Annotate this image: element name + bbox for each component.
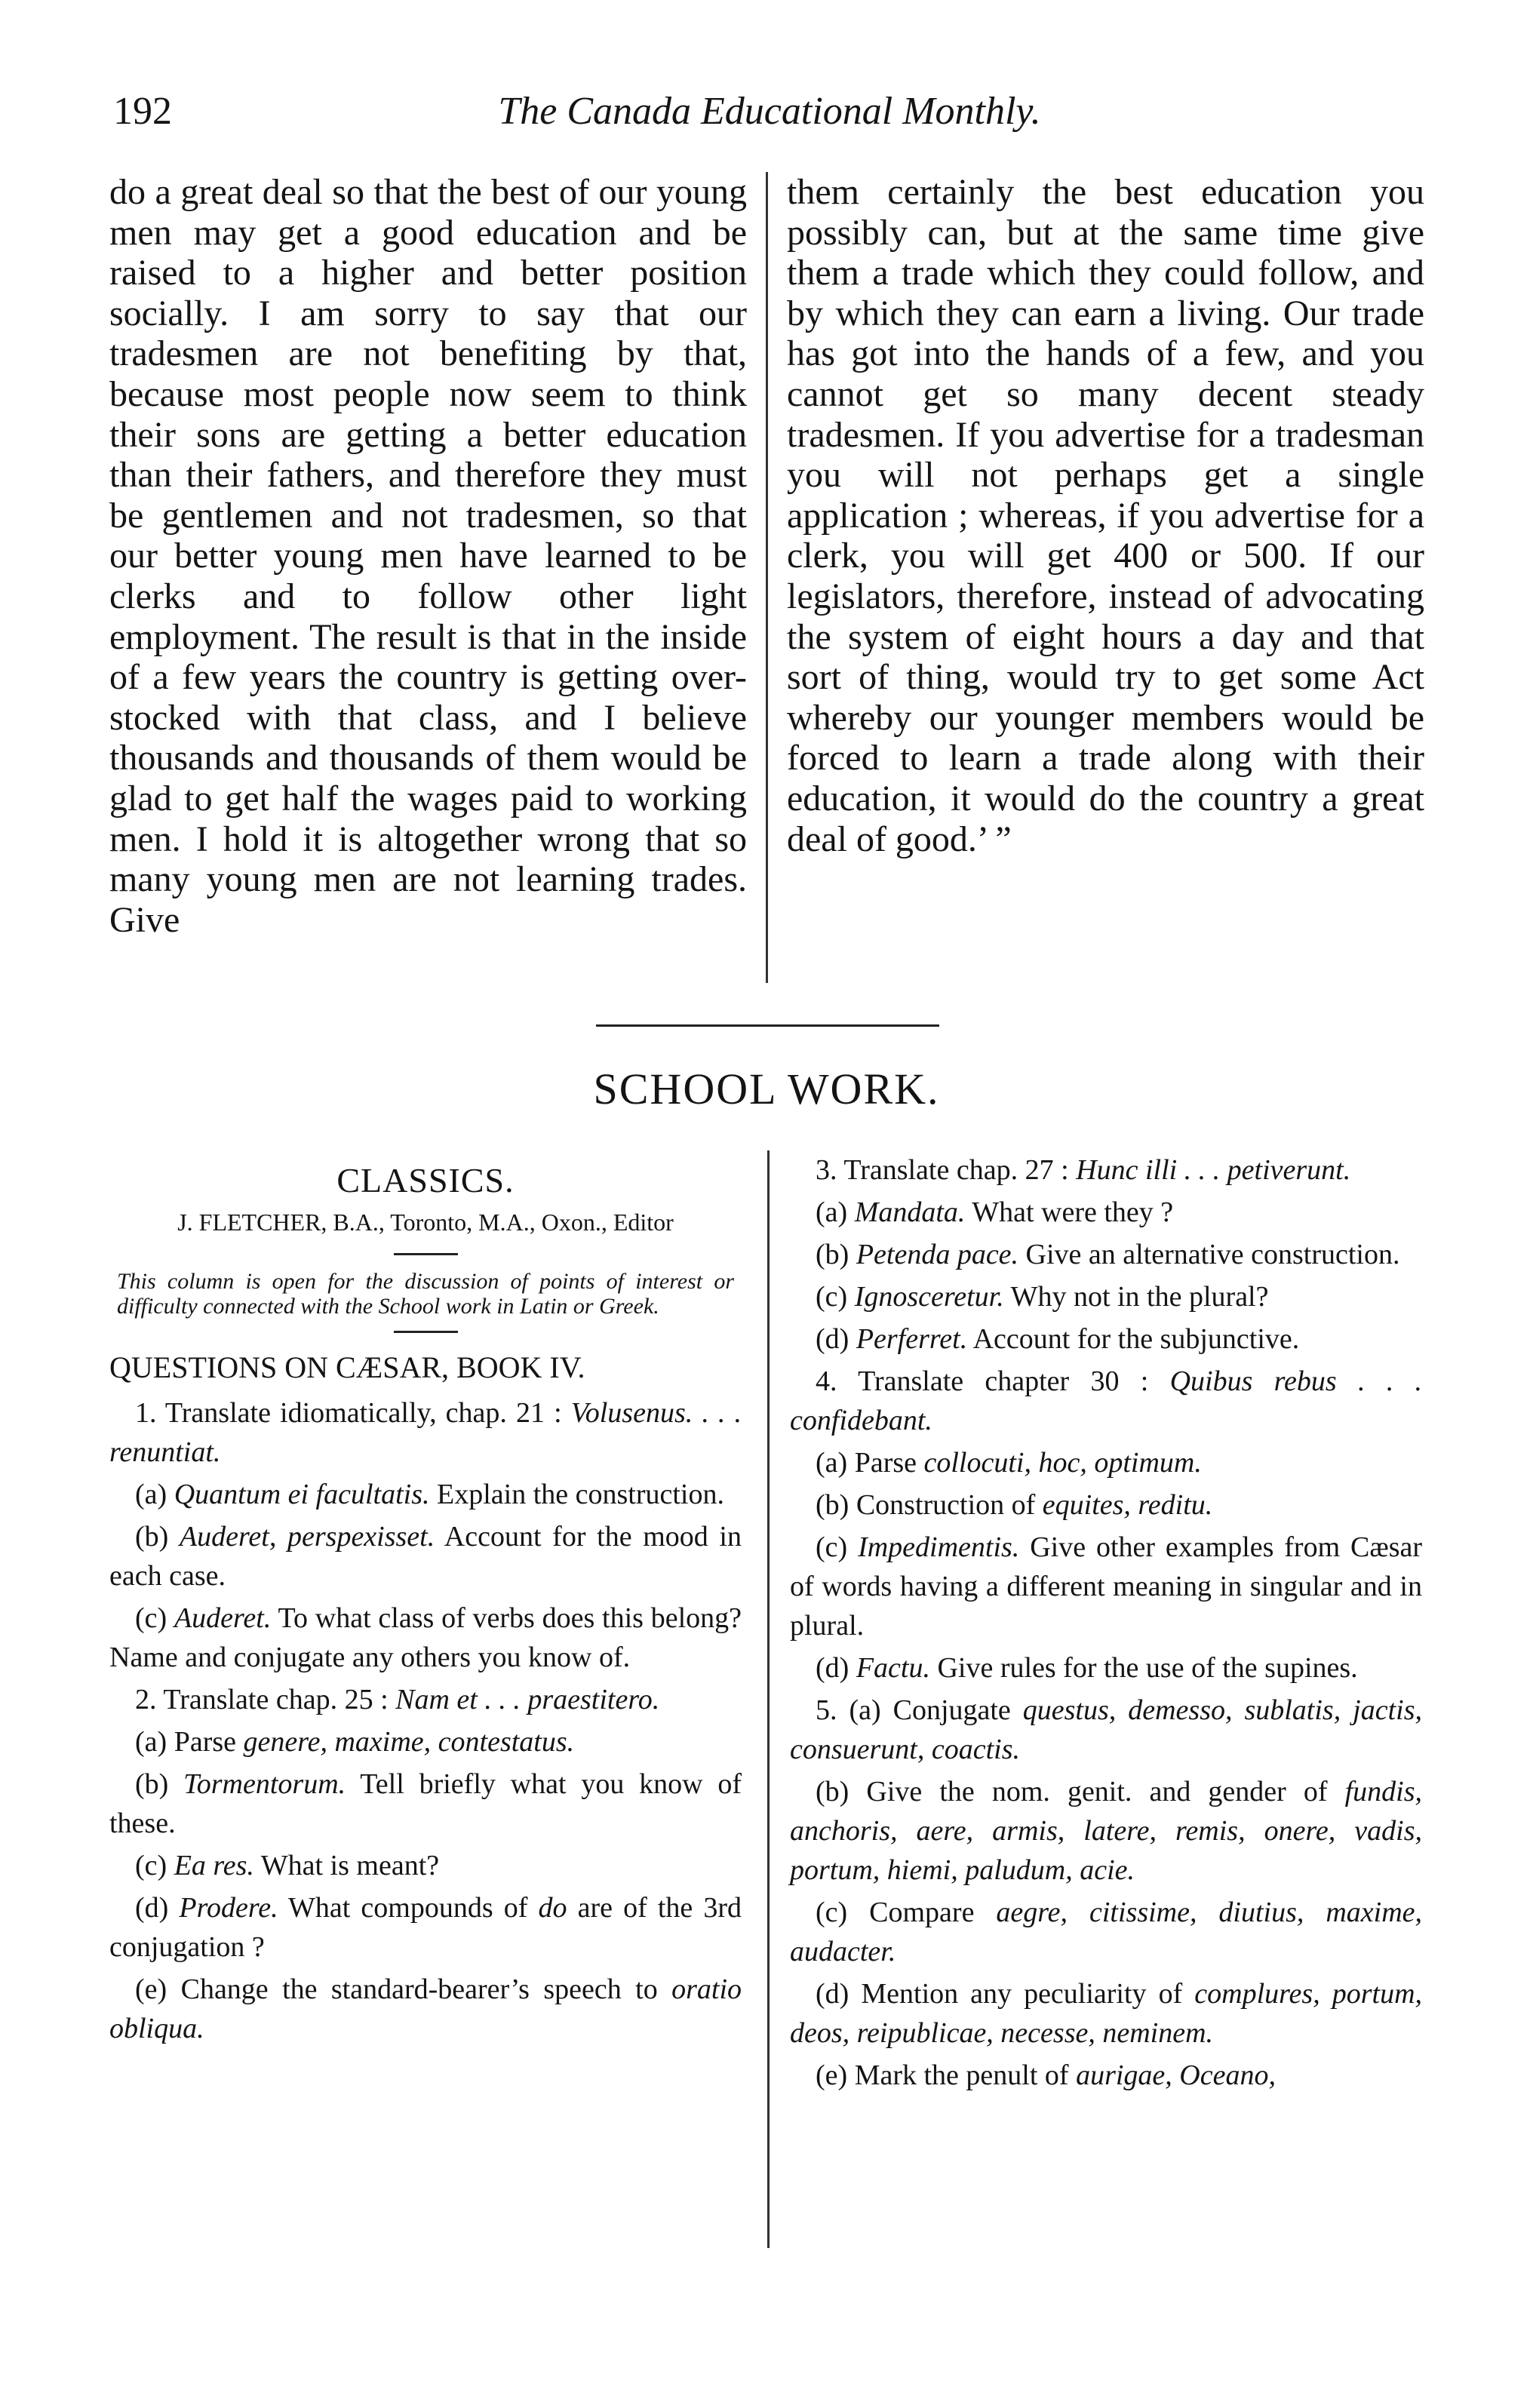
section-title: SCHOOL WORK. [593,1064,940,1113]
question-1a: (a) Quantum ei facultatis. Explain the construction. [135,1479,724,1510]
question-5d: (d) Mention any peculiarity of complures, portum, deos, reipublicae, necesse, neminem. [790,1978,1423,2049]
short-rule [394,1253,458,1255]
question-3c: (c) Ignosceretur. Why not in the plural? [816,1281,1269,1313]
question-1b: (b) Auderet, perspexisset. Account for the mood in each case. [109,1521,742,1592]
classics-title: CLASSICS. [336,1161,515,1199]
question-2a: (a) Parse genere, maxime, contestatus. [135,1726,575,1758]
page-number: 192 [113,90,172,133]
question-4: 4. Translate chapter 30 : Quibus rebus . . . confidebant. [790,1365,1423,1436]
question-3b: (b) Petenda pace. Give an alternative construction. [816,1239,1400,1270]
school-work-columns [109,1150,1437,2327]
question-3a: (a) Mandata. What were they ? [816,1196,1174,1228]
editor-line: J. FLETCHER, B.A., Toronto, M.A., Oxon., Editor [177,1209,674,1236]
question-2c: (c) Ea res. What is meant? [135,1850,440,1881]
question-3: 3. Translate chap. 27 : Hunc illi . . . petiverunt. [816,1154,1351,1186]
question-2e: (e) Change the standard-bearer’s speech to oratio obliqua. [109,1973,742,2044]
question-5a: 5. (a) Conjugate questus, demesso, sublatis, jactis, consuerunt, coactis. [790,1694,1423,1765]
classics-right-column [790,1150,1422,2098]
question-4d: (d) Factu. Give rules for the use of the supines. [816,1652,1358,1684]
short-rule [394,1331,458,1333]
page-header [113,89,1426,142]
question-3d: (d) Perferret. Account for the subjunctive. [816,1323,1300,1355]
column-divider [766,172,768,983]
question-1: 1. Translate idiomatically, chap. 21 : Volusenus. . . . renuntiat. [109,1397,742,1468]
section-divider-rule [596,1024,939,1027]
question-4a: (a) Parse collocuti, hoc, optimum. [816,1447,1202,1479]
article-right-column: them certainly the best education you possibly can, but at the same time give them a trade which they could follow, and by which they can earn a living. Our trade has got into the hands of a few, and you cannot get so many decent steady tradesmen. If you advertise for a tradesman you will not perhaps get a single application ; whereas, if you advertise for a clerk, you will get 400 or 500. If our legislators, therefore, instead of advocating the system of eight hours a day and that sort of thing, would try to get some Act whereby our younger members would be forced to learn a trade along with their education, it would do the country a great deal of good.’ ” [787,172,1424,859]
article-continuation [109,172,1437,987]
question-4b: (b) Construction of equites, reditu. [816,1489,1213,1521]
article-left-column: do a great deal so that the best of our young men may get a good education and be raised to a higher and better position socially. I am sorry to say that our tradesmen are not benefiting by that, because most people now seem to think their sons are getting a better education than their fathers, and therefore they must be gentlemen and not tradesmen, so that our better young men have learned to be clerks and to follow other light employment. The result is that in the inside of a few years the country is getting over-stocked with that class, and I believe thousands and thousands of them would be glad to get half the wages paid to working men. I hold it is altogether wrong that so many young men are not learning trades. Give [109,172,747,940]
question-2b: (b) Tormentorum. Tell briefly what you know of these. [109,1768,742,1839]
running-title: The Canada Educational Monthly. [498,90,1041,133]
question-1c: (c) Auderet. To what class of verbs does this belong? Name and conjugate any others you know of. [109,1602,742,1673]
questions-title: QUESTIONS ON CÆSAR, BOOK IV. [109,1350,585,1384]
column-note: This column is open for the discussion of points of interest or difficulty connected with the School work in Latin or Greek. [117,1269,734,1319]
question-2: 2. Translate chap. 25 : Nam et . . . praestitero. [135,1684,660,1715]
question-5b: (b) Give the nom. genit. and gender of fundis, anchoris, aere, armis, latere, remis, onere, vadis, portum, hiemi, paludum, acie. [790,1776,1423,1886]
classics-left-column [109,1150,742,2051]
question-4c: (c) Impedimentis. Give other examples from Cæsar of words having a different meaning in singular and in plural. [790,1531,1423,1642]
question-5c: (c) Compare aegre, citissime, diutius, maxime, audacter. [790,1897,1423,1967]
question-2d: (d) Prodere. What compounds of do are of the 3rd conjugation ? [109,1892,742,1963]
column-divider [767,1150,770,2248]
question-5e: (e) Mark the penult of aurigae, Oceano, [816,2059,1276,2091]
